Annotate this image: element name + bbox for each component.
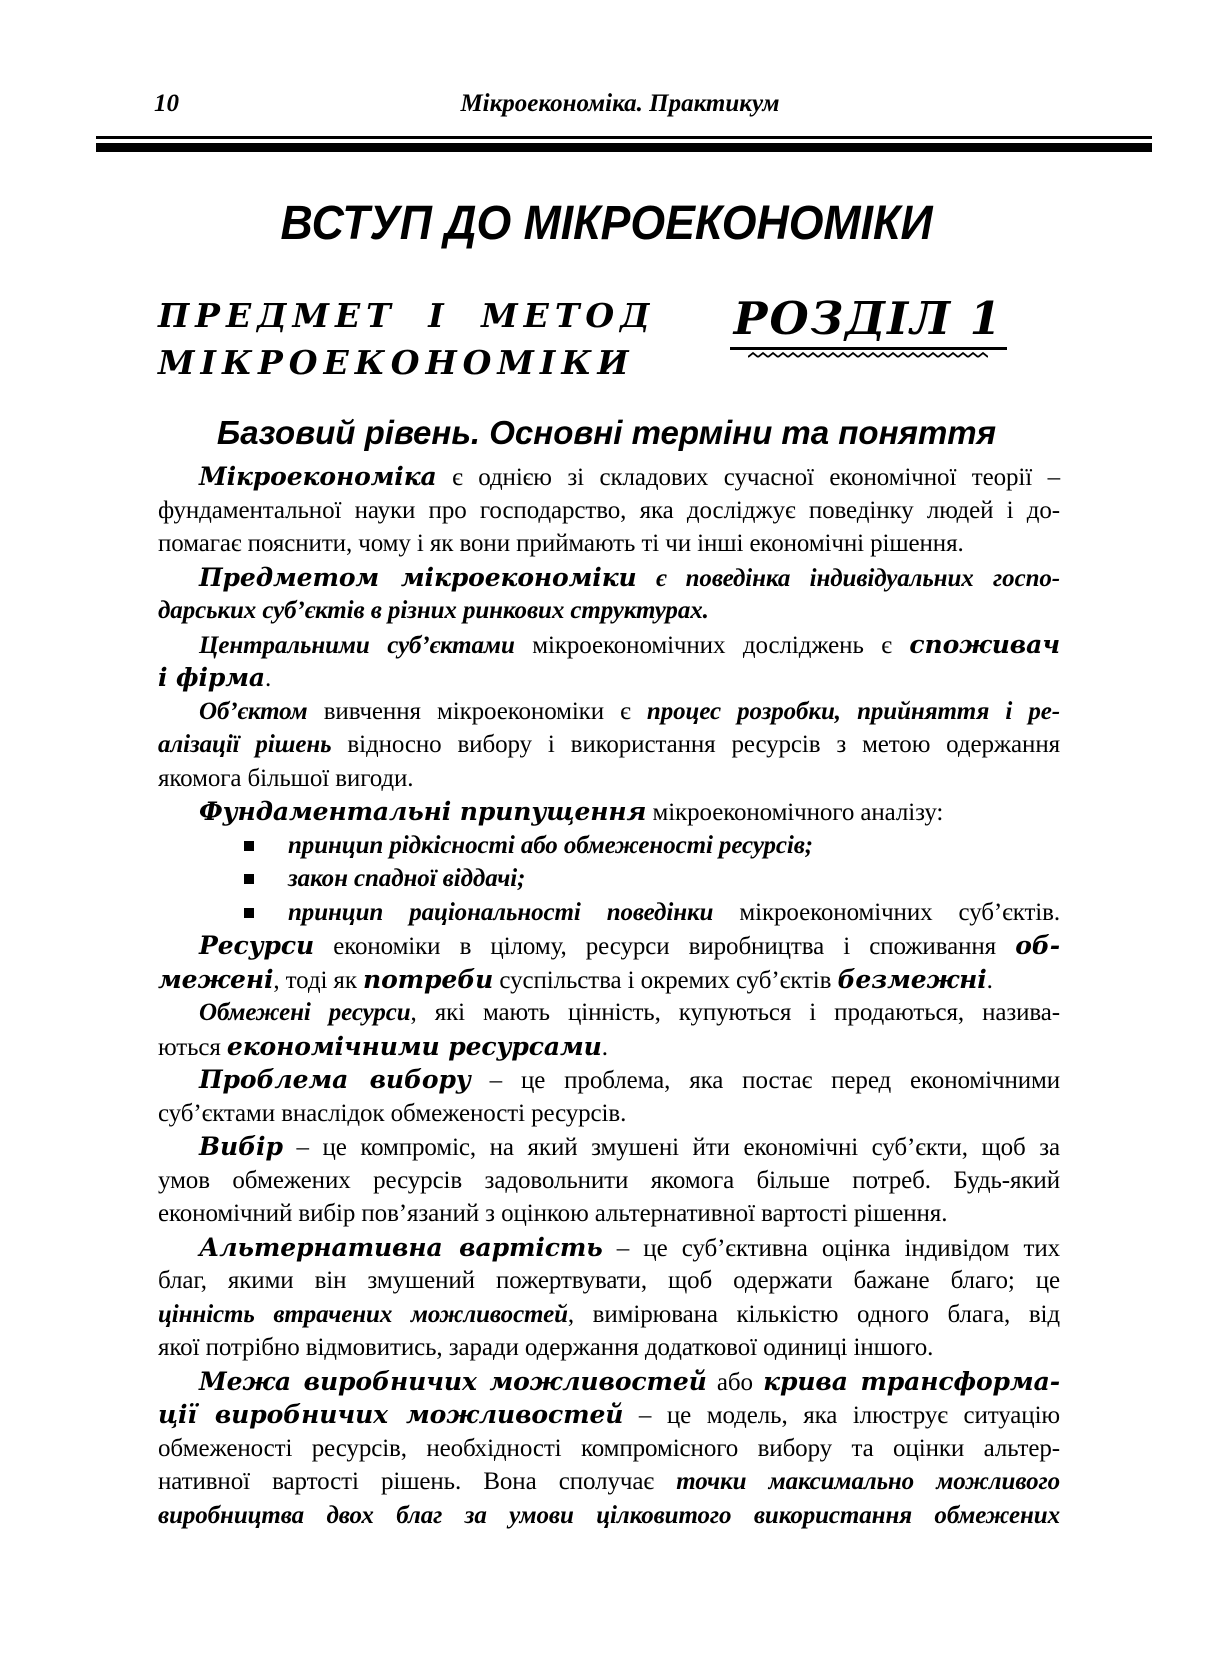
text-run: , вимірювана кількістю одного блага, від [567,1300,1061,1328]
text-run: суспільства і окремих суб’єктів [493,966,838,994]
wavy-underline-icon [748,351,988,359]
text-run: ються [158,1033,227,1061]
chapter-label-text: РОЗДІЛ 1 [730,294,1007,350]
text-run: мікроекономічного аналізу: [646,799,944,826]
text-run: благ, якими він змушений пожертвувати, щоб одержати бажане благо; це [158,1267,1060,1294]
text-run: і фірма [158,663,265,692]
text-line [158,1331,1060,1365]
text-line [158,628,1060,662]
text-run: нативної вартості рішень. Вона сполучає [158,1468,677,1495]
text-run: принцип рідкісності або обмеженості ресурсів; [288,831,814,859]
text-run: помагає пояснити, чому і як вони приймають ті чи інші економічні рішення. [158,530,964,557]
text-run: Альтернативна вартість [199,1232,603,1262]
text-run: принцип раціональності поведінки [288,898,714,926]
text-run: Мікроекономіка [199,462,437,491]
text-run: Предметом мікроекономіки [199,562,637,592]
text-line [158,1164,1060,1198]
text-run: мікроекономічних суб’єктів. [713,898,1060,926]
text-line [158,963,1060,997]
text-run: , які мають цінність, купуються і продаються, назива- [410,999,1060,1026]
square-bullet-icon [244,841,254,851]
text-run: є однією зі складових сучасної економічної теорії – [436,464,1060,491]
text-run: дарських суб’єктів в різних ринкових структурах. [158,597,709,624]
text-line [158,795,1060,829]
text-line [158,1197,1060,1231]
page-number: 10 [154,90,179,117]
text-line [158,762,1060,796]
text-line [158,1030,1060,1064]
text-run: або [706,1368,764,1396]
chapter-title-text: ВСТУП ДО МІКРОЕКОНОМІКИ [280,197,933,250]
text-run: – це компроміс, на який змушені йти економічні суб’єкти, щоб за [282,1134,1060,1161]
text-line [158,929,1060,963]
text-run: межені [158,964,274,994]
text-run: якомога більшої вигоди. [158,764,414,792]
header-rule-thin [96,136,1152,139]
text-line [158,1264,1060,1298]
section-heading-line1: ПРЕДМЕТ І МЕТОД [158,296,656,335]
text-line [158,1298,1060,1332]
text-run: . [265,665,272,692]
text-line [158,460,1060,494]
text-run: умов обмежених ресурсів задовольнити якомога більше потреб. Будь-який [158,1166,1060,1194]
text-run: цінність втрачених можливостей [158,1300,568,1328]
text-run: Ресурси [199,931,315,960]
page-header [96,90,1152,124]
text-run: Вибір [199,1132,283,1161]
text-run: відносно вибору і використання ресурсів з метою одержання [331,731,1061,758]
text-run: Об’єктом [199,697,308,725]
text-run: алізації рішень [158,731,332,758]
text-run: Фундаментальні припущення [199,797,647,826]
text-line [158,1097,1060,1131]
text-run: суб’єктами внаслідок обмеженості ресурсів. [158,1099,627,1127]
chapter-label [730,294,1007,359]
text-run: виробництва двох благ за умови цілковитого використання обмежених [158,1501,1060,1529]
text-line [158,1398,1060,1432]
text-line [158,1465,1060,1499]
bullet-line [158,829,1060,863]
text-run: . [986,966,993,994]
text-run: мікроекономічних досліджень є [514,631,910,659]
text-run: якої потрібно відмовитись, заради одержання додаткової одиниці іншого. [158,1334,934,1361]
square-bullet-icon [244,874,254,884]
text-run: Межа виробничих можливостей [199,1366,707,1396]
text-line [158,1365,1060,1399]
text-run: об- [1015,931,1060,960]
text-run: фундаментальної науки про господарство, яка досліджує поведінку людей і до- [158,496,1060,524]
text-run: , тоді як [273,966,364,994]
text-run: Проблема вибору [199,1065,471,1094]
text-run: – це суб’єктивна оцінка індивідом тих [602,1234,1060,1262]
bullet-line [158,896,1060,930]
text-run: економіки в цілому, ресурси виробництва і споживання [314,933,1016,960]
text-line [158,996,1060,1030]
text-line [158,1499,1060,1533]
text-run: закон спадної віддачі; [288,865,526,892]
text-run: – це модель, яка ілюструє ситуацію [623,1402,1060,1429]
header-rule-thick [96,143,1152,152]
text-line [158,695,1060,729]
text-run: споживач [909,629,1060,659]
text-run: економічними ресурсами [226,1031,602,1061]
text-line [158,594,1060,628]
text-line [158,1063,1060,1097]
text-run: вивчення мікроекономіки є [307,697,647,725]
chapter-title [0,196,1213,251]
text-run: потреби [363,964,494,994]
text-run: – це проблема, яка постає перед економічними [470,1067,1060,1094]
section-heading-line2: МІКРОЕКОНОМІКИ [158,343,635,382]
bullet-line [158,862,1060,896]
section-heading [158,292,655,386]
text-line [158,527,1060,561]
text-line [158,1432,1060,1466]
text-run: Обмежені ресурси [199,999,411,1026]
text-run: економічний вибір пов’язаний з оцінкою альтернативної вартості рішення. [158,1200,948,1227]
text-run: безмежні [837,964,987,994]
text-run: точки максимально можливого [676,1468,1060,1495]
text-line [158,728,1060,762]
text-run: обмеженості ресурсів, необхідності компромісного вибору та оцінки альтер- [158,1434,1060,1462]
text-run: процес розробки, прийняття і ре- [646,697,1060,725]
text-run: Центральними суб’єктами [199,631,515,659]
text-line [158,1130,1060,1164]
text-line [158,661,1060,695]
text-run: ції виробничих можливостей [158,1400,624,1429]
running-title: Мікроекономіка. Практикум [460,90,780,117]
section-subtitle: Базовий рівень. Основні терміни та поняття [216,414,997,451]
text-run: є поведінка індивідуальних госпо- [636,564,1060,592]
text-run: . [601,1033,608,1061]
text-line [158,1231,1060,1265]
square-bullet-icon [244,908,254,918]
text-run: крива трансформа- [763,1366,1060,1396]
text-line [158,494,1060,528]
body-text [158,460,1060,1532]
text-line [158,561,1060,595]
